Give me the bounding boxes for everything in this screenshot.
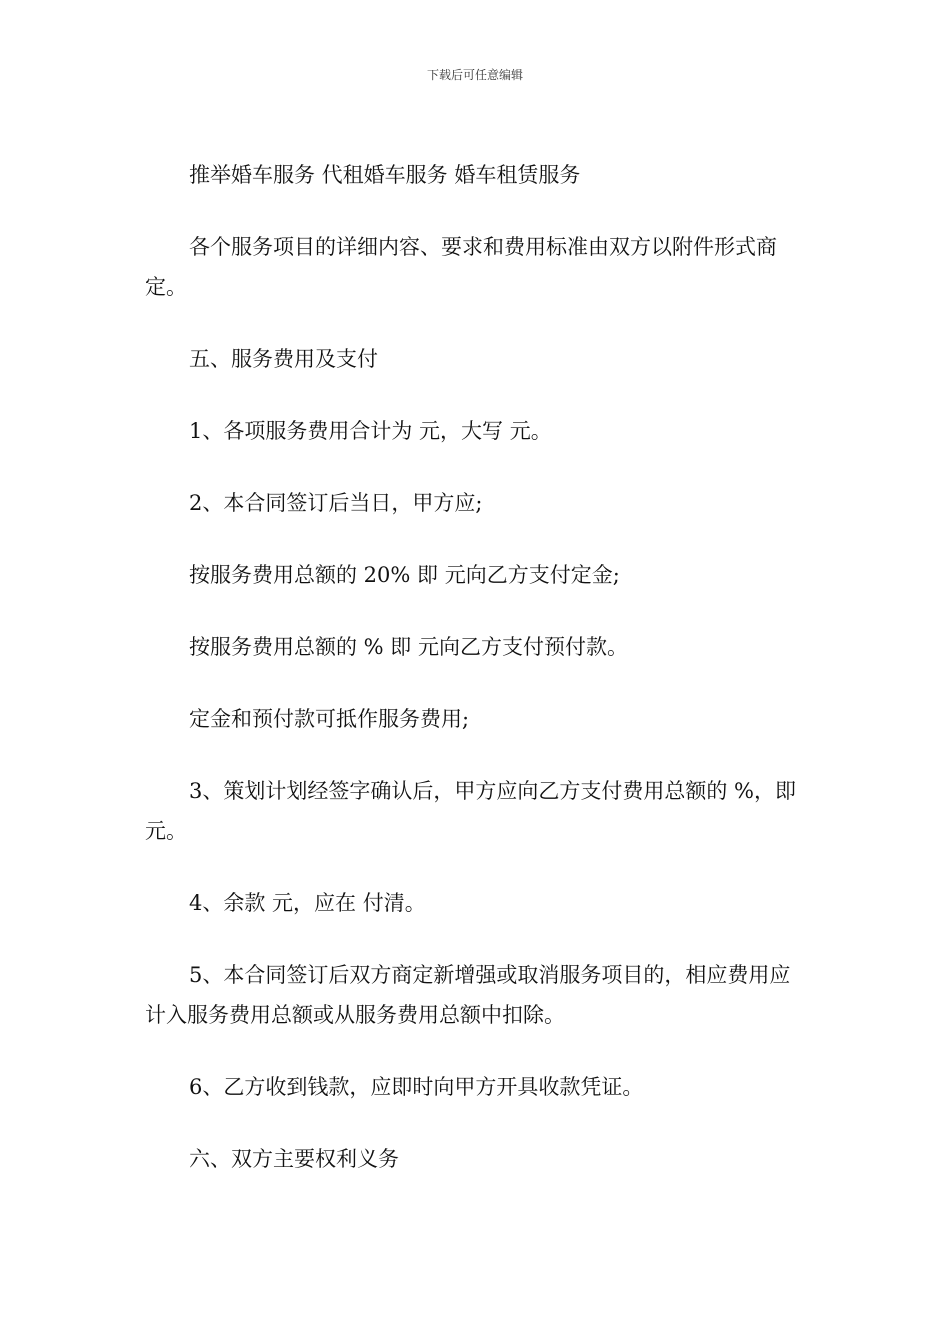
paragraph-service-list: 推举婚车服务 代租婚车服务 婚车租赁服务 bbox=[189, 163, 581, 187]
paragraph-prepayment: 按服务费用总额的 % 即 元向乙方支付预付款。 bbox=[189, 635, 628, 659]
paragraph-deposit: 按服务费用总额的 20% 即 元向乙方支付定金; bbox=[189, 563, 620, 587]
paragraph-clause-6: 6、乙方收到钱款，应即时向甲方开具收款凭证。 bbox=[189, 1075, 644, 1099]
section-heading-fees: 五、服务费用及支付 bbox=[189, 347, 378, 371]
paragraph-clause-1: 1、各项服务费用合计为 元，大写 元。 bbox=[189, 419, 552, 443]
paragraph-clause-3: 3、策划计划经签字确认后，甲方应向乙方支付费用总额的 %，即 元。 bbox=[145, 779, 796, 843]
paragraph-clause-4: 4、余款 元，应在 付清。 bbox=[189, 891, 426, 915]
paragraph-clause-5: 5、本合同签订后双方商定新增强或取消服务项目的，相应费用应计入服务费用总额或从服务费用总额中扣除。 bbox=[145, 963, 791, 1027]
page-header: 下载后可任意编辑 bbox=[426, 68, 523, 82]
document-body bbox=[145, 155, 810, 1211]
paragraph-offset: 定金和预付款可抵作服务费用; bbox=[189, 707, 470, 731]
paragraph-service-details: 各个服务项目的详细内容、要求和费用标准由双方以附件形式商定。 bbox=[145, 235, 777, 299]
paragraph-clause-2: 2、本合同签订后当日，甲方应; bbox=[189, 491, 483, 515]
section-heading-rights: 六、双方主要权利义务 bbox=[189, 1147, 399, 1171]
